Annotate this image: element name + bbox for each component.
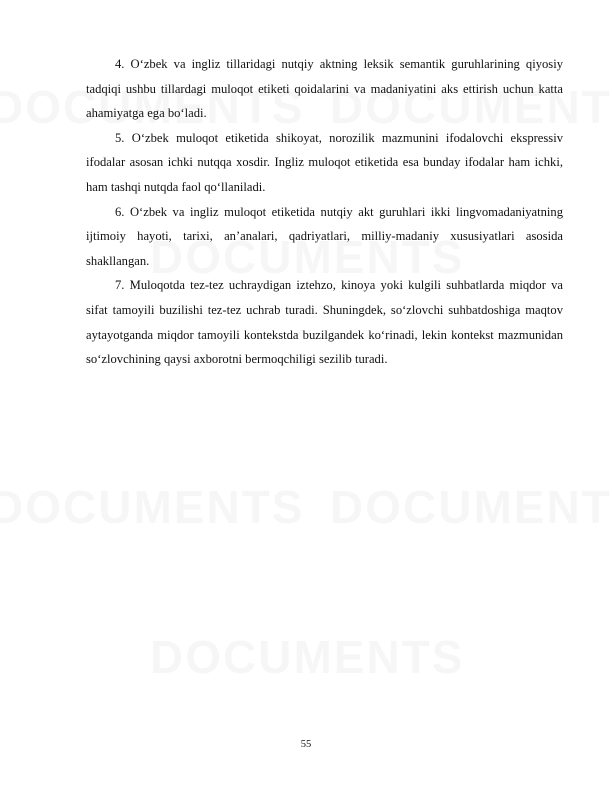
body-text (86, 52, 563, 372)
watermark (150, 630, 464, 684)
watermark (0, 480, 304, 534)
page-number: 55 (300, 739, 312, 750)
paragraph-5: 5. O‘zbek muloqot etiketida shikoyat, norozilik mazmunini ifodalovchi ekspressiv ifodalar asosan ichki nutqqa xosdir. Ingliz muloqot etiketida esa bunday ifodalar ham ichki, ham tashqi nutqda faol qo‘llaniladi. (86, 130, 563, 194)
paragraph-4: 4. O‘zbek va ingliz tillaridagi nutqiy aktning leksik semantik guruhlarining qiyosiy tadqiqi ushbu tillardagi muloqot etiketi qoidalarini va madaniyatini aks ettirish uchun katta ahamiyatga ega bo‘ladi. (86, 57, 563, 121)
watermark (330, 480, 612, 534)
paragraph-7: 7. Muloqotda tez-tez uchraydigan iztehzo, kinoya yoki kulgili suhbatlarda miqdor va sifat tamoyili buzilishi tez-tez uchrab turadi. Shuningdek, so‘zlovchi suhbatdoshiga maqtov aytayotganda miqdor tamoyili kontekstda buzilgandek ko‘rinadi, lekin kontekst mazmunidan so‘zlovchining qaysi axborotni bermoqchiligi sezilib turadi. (86, 278, 563, 367)
paragraph-6: 6. O‘zbek va ingliz muloqot etiketida nutqiy akt guruhlari ikki lingvomadaniyatning ijtimoiy hayoti, tarixi, an’analari, qadriyatlari, milliy-madaniy xususiyatlari asosida shakllangan. (86, 204, 563, 268)
